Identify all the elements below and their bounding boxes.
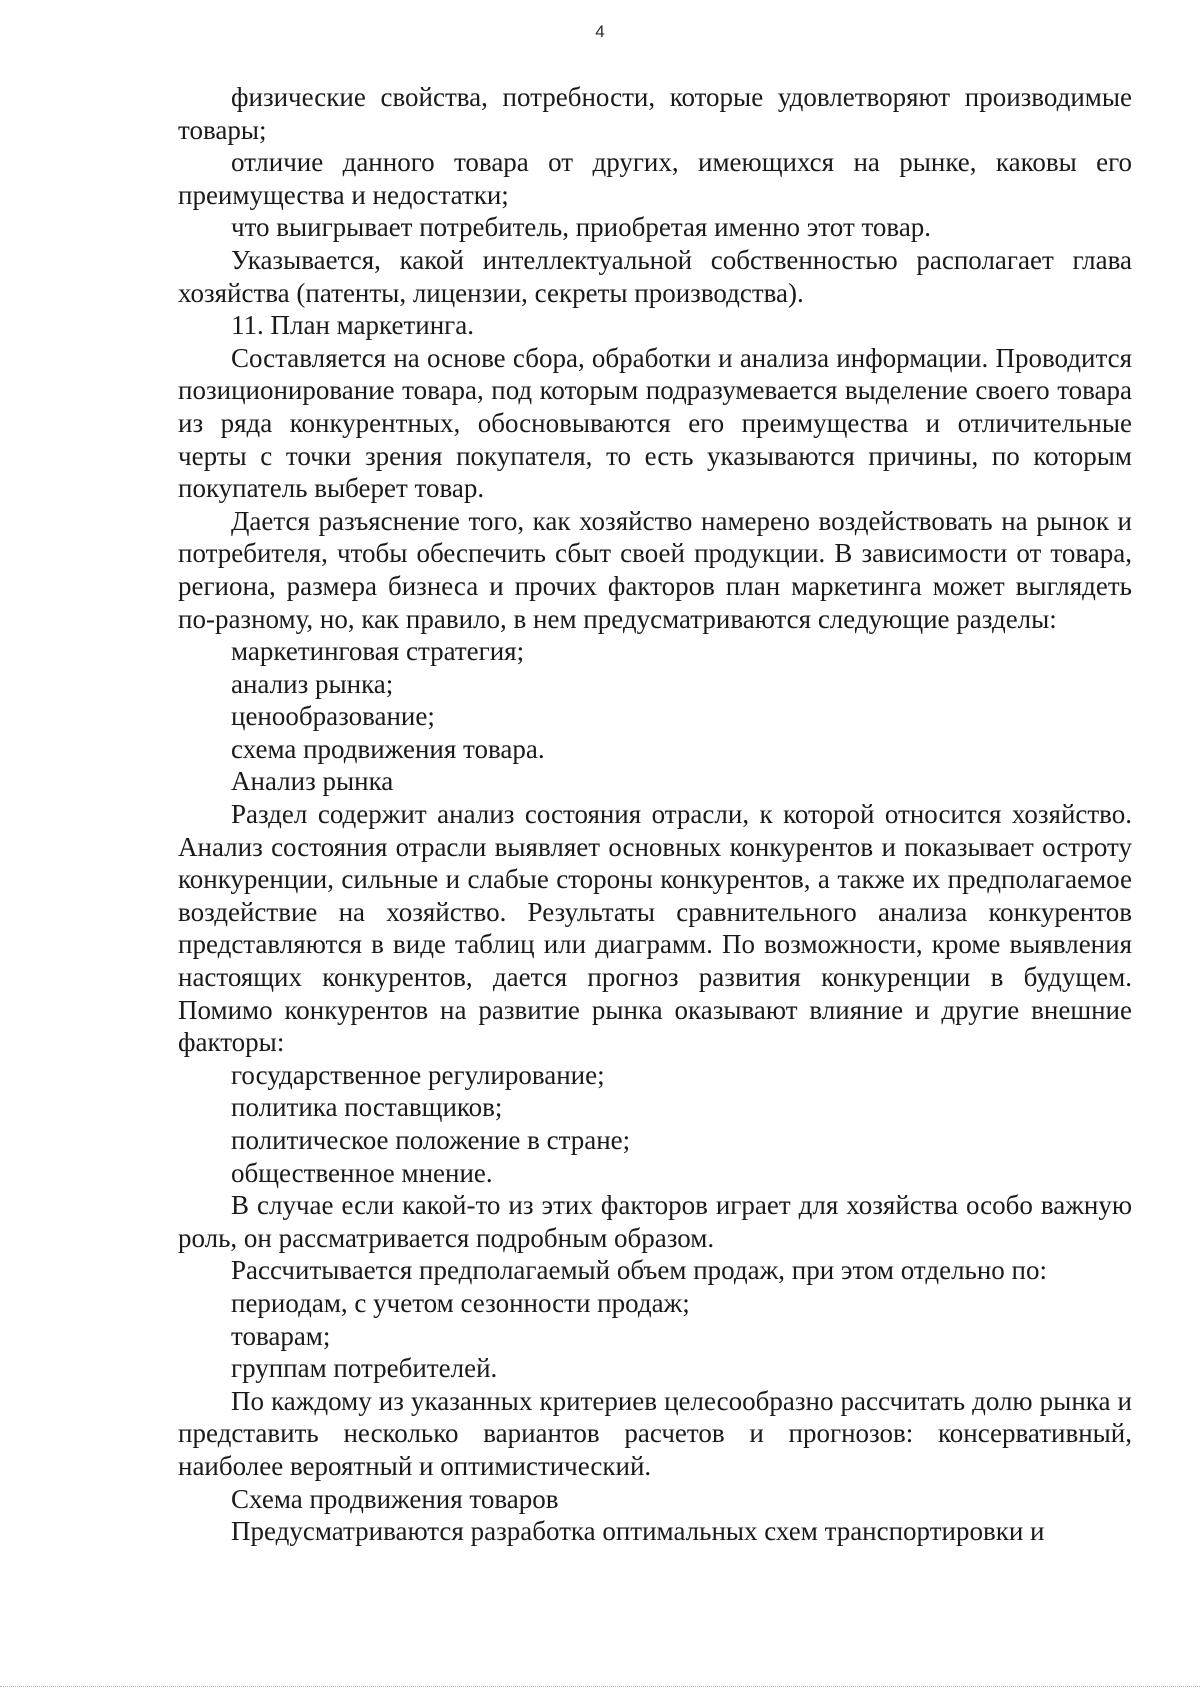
paragraph: Рассчитывается предполагаемый объем продаж, при этом отдельно по: <box>231 1255 1048 1286</box>
paragraph: группам потребителей. <box>231 1353 498 1384</box>
paragraph: Анализ рынка <box>231 766 394 797</box>
paragraph: Составляется на основе сбора, обработки и анализа информации. Проводится позиционирование товара, под которым подразумевается выделение своего товара из ряда конкурентных, обосновываются его преимущества и отличительные черты с точки зрения покупателя, то есть указываются причины, по которым покупатель выберет товар. <box>178 342 1132 504</box>
paragraph: 11. План маркетинга. <box>231 310 474 341</box>
document-body <box>178 81 1132 1548</box>
paragraph: периодам, с учетом сезонности продаж; <box>231 1287 690 1318</box>
paragraph: анализ рынка; <box>231 668 394 699</box>
paragraph: Схема продвижения товаров <box>231 1483 559 1514</box>
page-number: 4 <box>595 22 605 41</box>
paragraph: схема продвижения товара. <box>231 733 545 764</box>
paragraph: Дается разъяснение того, как хозяйство намерено воздействовать на рынок и потребителя, чтобы обеспечить сбыт своей продукции. В зависимости от товара, региона, размера бизнеса и прочих факторов план маркетинга может выглядеть по-разному, но, как правило, в нем предусматриваются следующие разделы: <box>178 505 1132 634</box>
paragraph: общественное мнение. <box>231 1157 493 1188</box>
paragraph: Предусматриваются разработка оптимальных схем транспортировки и <box>231 1516 1045 1547</box>
paragraph: Раздел содержит анализ состояния отрасли, к которой относится хозяйство. Анализ состояния отрасли выявляет основных конкурентов и показывает остроту конкуренции, сильные и слабые стороны конкурентов, а также их предполагаемое воздействие на хозяйство. Результаты сравнительного анализа конкурентов представляются в виде таблиц или диаграмм. По возможности, кроме выявления настоящих конкурентов, дается прогноз развития конкуренции в будущем. Помимо конкурентов на развитие рынка оказывают влияние и другие внешние факторы: <box>178 799 1132 1058</box>
bottom-dotted-rule <box>0 1686 1200 1687</box>
paragraph: государственное регулирование; <box>231 1059 605 1090</box>
paragraph: Указывается, какой интеллектуальной собственностью располагает глава хозяйства (патенты, лицензии, секреты производства). <box>178 244 1132 308</box>
paragraph: физические свойства, потребности, которые удовлетворяют производимые товары; <box>178 82 1132 145</box>
paragraph: политическое положение в стране; <box>231 1125 631 1155</box>
paragraph: В случае если какой-то из этих факторов играет для хозяйства особо важную роль, он рассматривается подробным образом. <box>178 1190 1132 1253</box>
paragraph: отличие данного товара от других, имеющихся на рынке, каковы его преимущества и недостатки; <box>178 147 1132 210</box>
paragraph: ценообразование; <box>231 701 435 732</box>
paragraph: что выигрывает потребитель, приобретая именно этот товар. <box>231 212 932 243</box>
paragraph: маркетинговая стратегия; <box>231 636 525 667</box>
paragraph: политика поставщиков; <box>231 1092 503 1123</box>
paragraph: По каждому из указанных критериев целесообразно рассчитать долю рынка и представить несколько вариантов расчетов и прогнозов: консервативный, наиболее вероятный и оптимистический. <box>178 1385 1132 1481</box>
paragraph: товарам; <box>231 1320 331 1351</box>
